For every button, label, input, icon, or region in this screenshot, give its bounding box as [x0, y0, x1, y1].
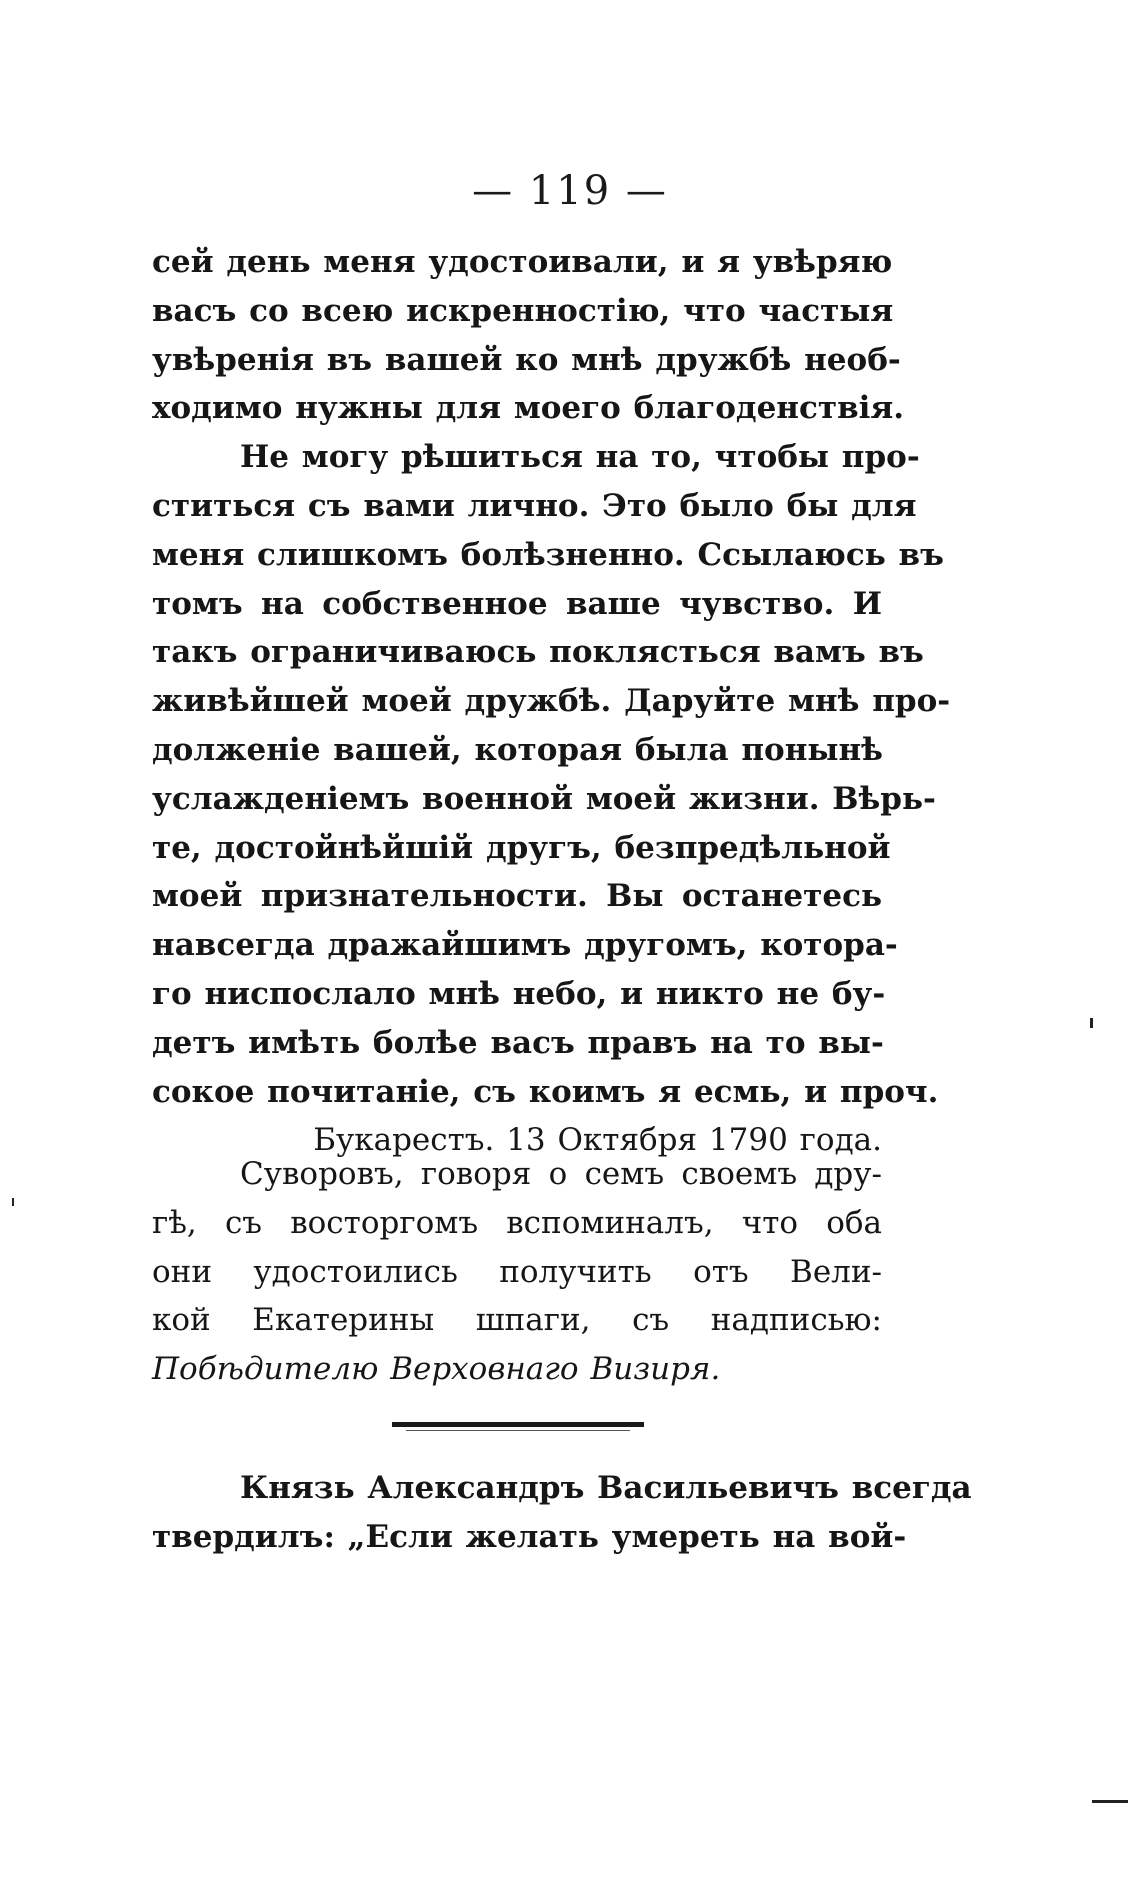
- text-line: моей признательности. Вы останетесь: [152, 878, 882, 915]
- anecdote-text: [152, 1150, 882, 1394]
- text-line: Суворовъ, говоря о семъ своемъ дру-: [240, 1156, 882, 1192]
- text-line: томъ на собственное ваше чувство. И: [152, 585, 882, 622]
- text-line: кой Екатерины шпаги, съ надписью:: [152, 1302, 882, 1339]
- text-line: услажденіемъ военной моей жизни. Вѣрь-: [152, 780, 936, 817]
- page-number: — 119 —: [472, 168, 668, 214]
- letter-text: [152, 238, 951, 1165]
- text-line: Не могу рѣшиться на то, чтобы про-: [240, 439, 920, 476]
- text-line: детъ имѣть болѣе васъ правъ на то вы-: [152, 1024, 884, 1061]
- text-line: такъ ограничиваюсь поклясться вамъ въ: [152, 634, 924, 671]
- text-line: васъ со всею искренностію, что частыя: [152, 292, 894, 329]
- margin-mark: [1090, 1018, 1093, 1028]
- text-line: сей день меня удостоивали, и я увѣряю: [152, 244, 893, 280]
- text-line: навсегда дражайшимъ другомъ, котора-: [152, 927, 898, 964]
- text-line: те, достойнѣйшій другъ, безпредѣльной: [152, 829, 891, 866]
- text-line: ститься съ вами лично. Это было бы для: [152, 487, 917, 524]
- letter-signature: Букарестъ. 13 Октября 1790 года.: [313, 1122, 882, 1159]
- text-line: Князь Александръ Васильевичъ всегда: [240, 1470, 972, 1506]
- text-line: ходимо нужны для моего благоденствія.: [152, 390, 905, 427]
- text-line: увѣренія въ вашей ко мнѣ дружбѣ необ-: [152, 341, 901, 378]
- text-line: меня слишкомъ болѣзненно. Ссылаюсь въ: [152, 536, 944, 573]
- section-divider: [392, 1422, 644, 1427]
- sword-inscription: Побѣдителю Верховнаго Визиря.: [152, 1351, 721, 1388]
- text-line: сокое почитаніе, съ коимъ я есмь, и проч.: [152, 1073, 939, 1110]
- text-line: твердилъ: „Если желать умереть на вой-: [152, 1518, 907, 1555]
- next-story-text: [152, 1464, 972, 1562]
- text-line: го ниспослало мнѣ небо, и никто не бу-: [152, 975, 886, 1012]
- margin-mark: [12, 1198, 14, 1206]
- text-line: гѣ, съ восторгомъ вспоминалъ, что оба: [152, 1204, 882, 1241]
- text-line: они удостоились получить отъ Вели-: [152, 1253, 882, 1290]
- text-line: долженіе вашей, которая была понынѣ: [152, 731, 883, 768]
- text-line: живѣйшей моей дружбѣ. Даруйте мнѣ про-: [152, 683, 951, 720]
- margin-mark: [1092, 1800, 1128, 1803]
